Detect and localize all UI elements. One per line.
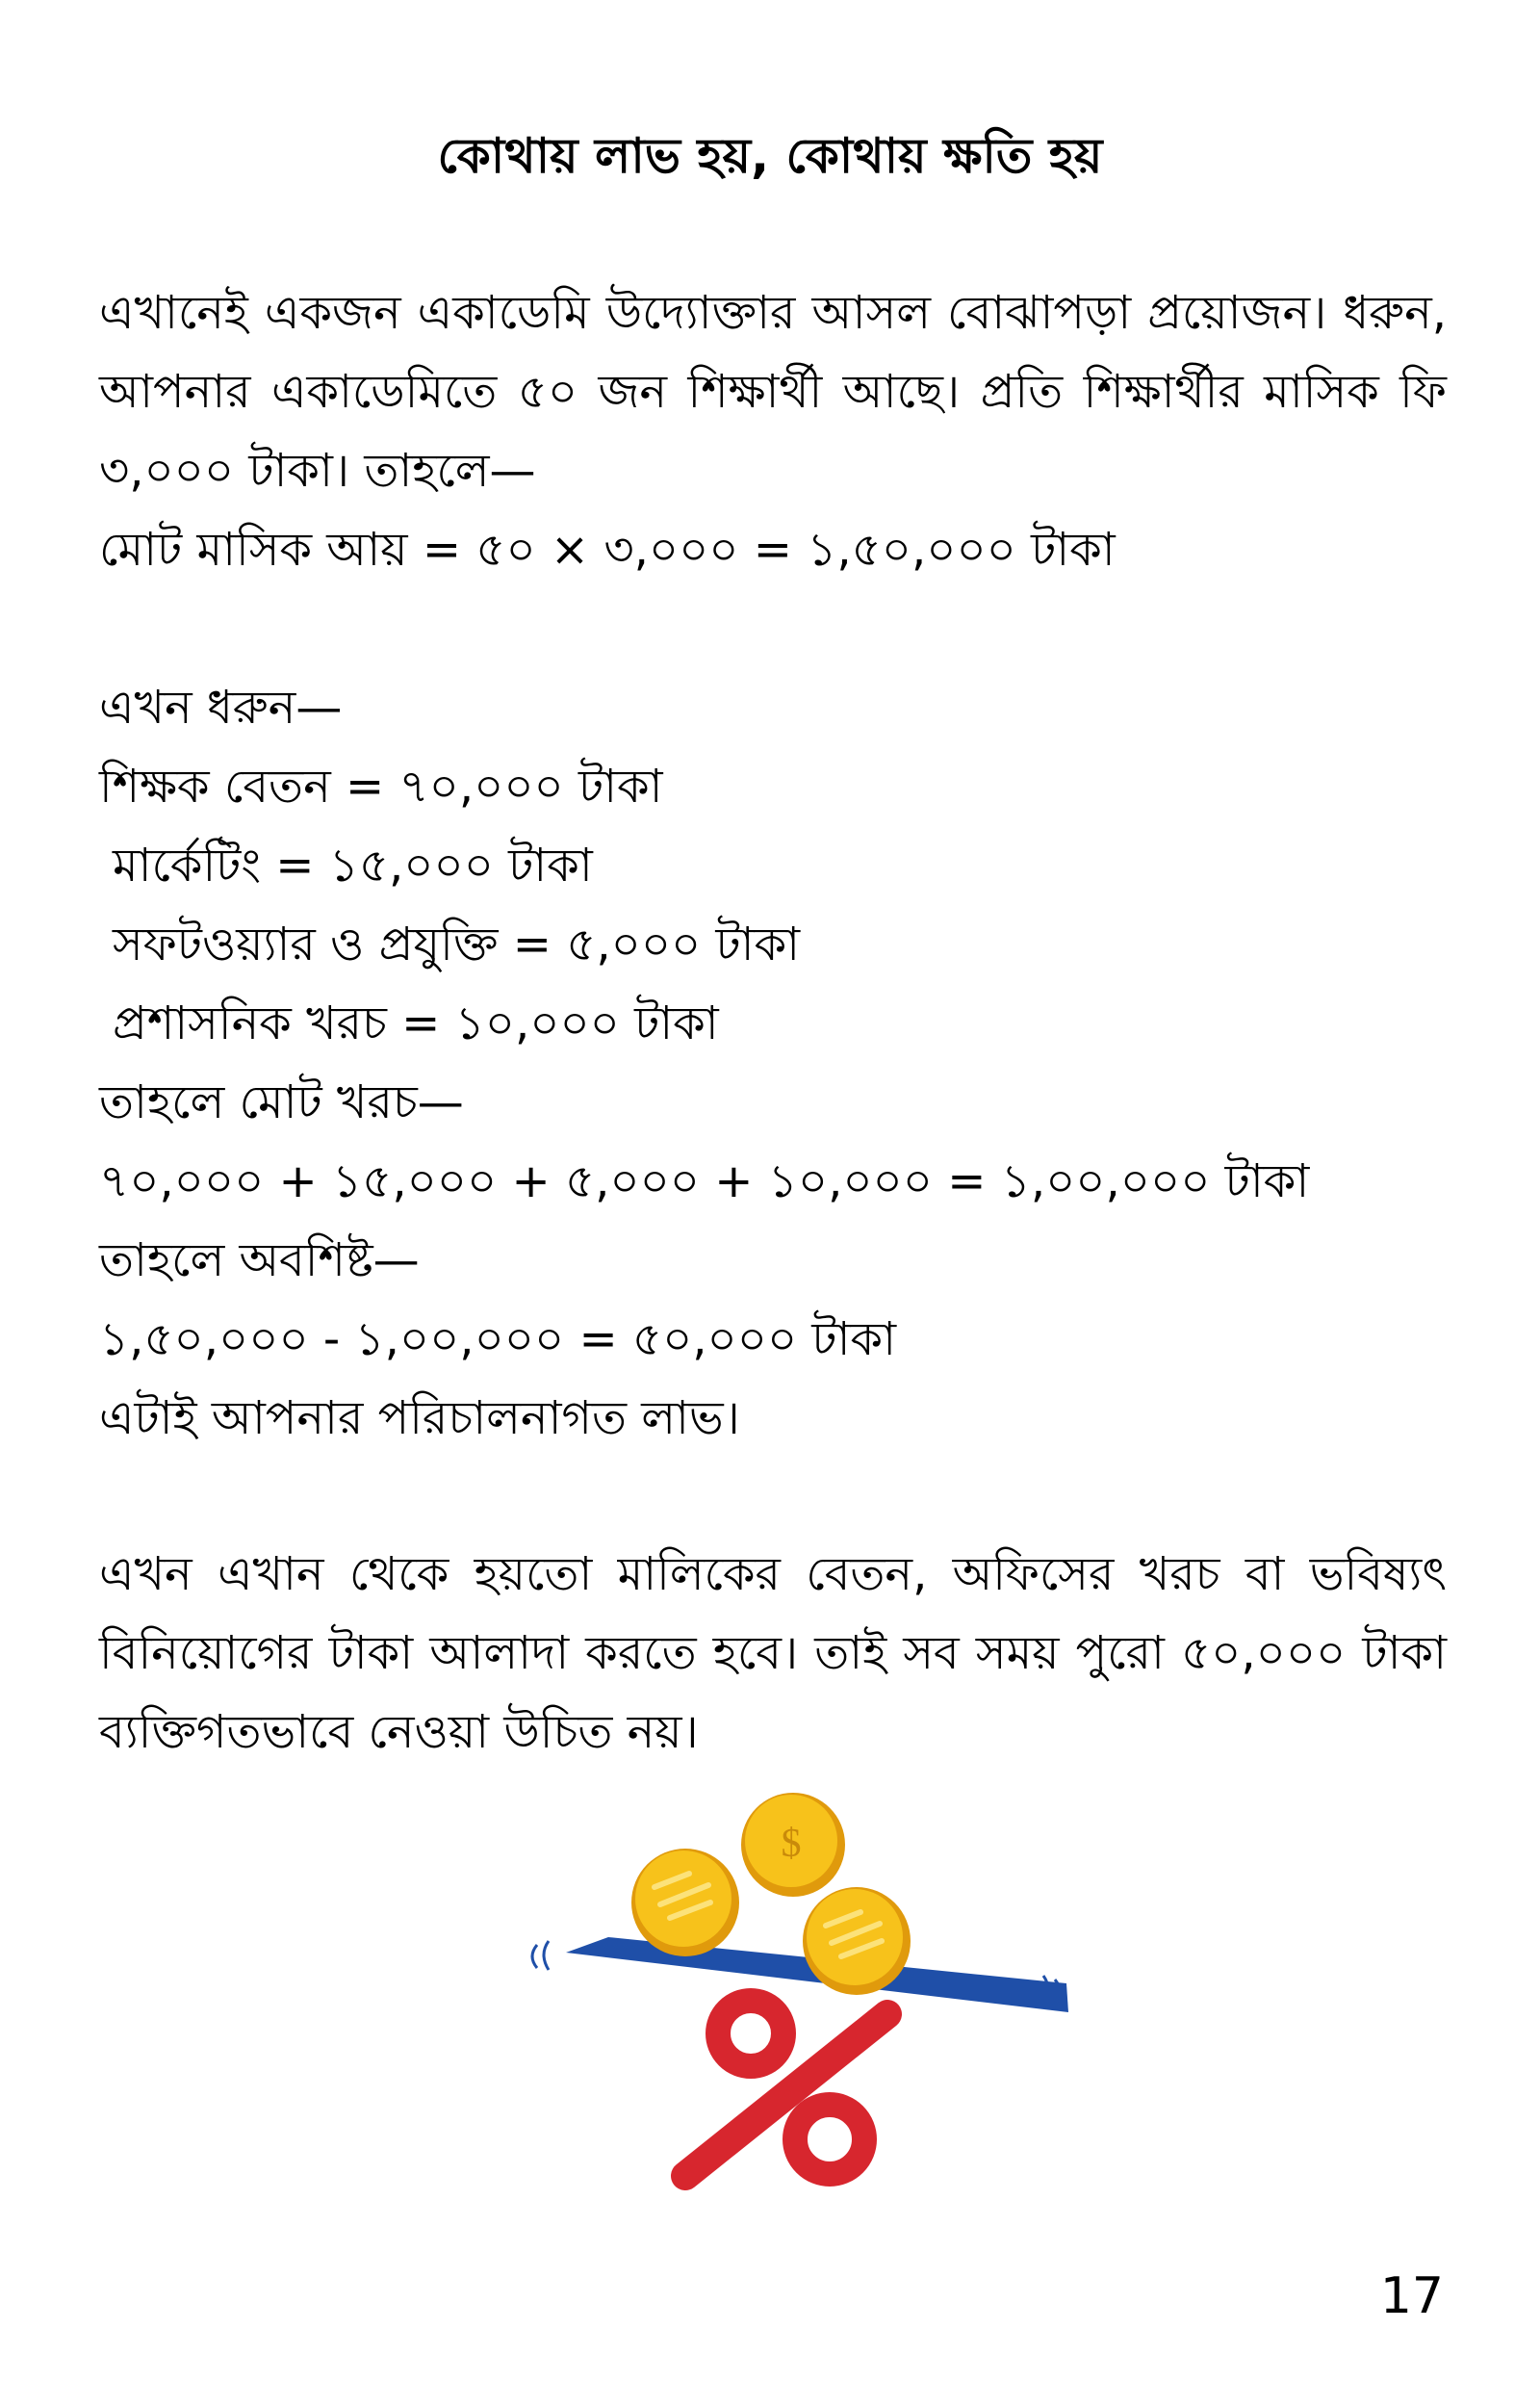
total-cost-label: তাহলে মোট খরচ— — [99, 1075, 464, 1129]
percent-icon — [685, 2001, 887, 2176]
remaining-label: তাহলে অবশিষ্ট— — [99, 1233, 420, 1287]
page-title: কোথায় লাভ হয়, কোথায় ক্ষতি হয় — [437, 128, 1103, 184]
operating-profit-line: এটাই আপনার পরিচালনাগত লাভ। — [99, 1391, 740, 1445]
closing-paragraph: এখন এখান থেকে হয়তো মালিকের বেতন, অফিসের খরচ বা ভবিষ্যৎ বিনিয়োগের টাকা আলাদা করতে হবে। তাই সব সময় পুরো ৫০,০০০ টাকা ব্যক্তিগতভাবে নেওয়া উচিত নয়। — [99, 1547, 1447, 1759]
intro-paragraph: এখানেই একজন একাডেমি উদ্যোক্তার আসল বোঝাপড়া প্রয়োজন। ধরুন, আপনার একাডেমিতে ৫০ জন শিক্ষার্থী আছে। প্রতি শিক্ষার্থীর মাসিক ফি ৩,০০০ টাকা। তাহলে— — [99, 286, 1447, 498]
dollar-coin-icon — [741, 1793, 845, 1897]
expense-calculation — [99, 668, 1447, 1458]
motion-mark-left — [532, 1945, 537, 1968]
page-number: 17 — [1379, 2267, 1444, 2325]
software-line: সফটওয়্যার ও প্রযুক্তি = ৫,০০০ টাকা — [113, 918, 801, 971]
remaining-formula: ১,৫০,০০০ - ১,০০,০০০ = ৫০,০০০ টাকা — [99, 1312, 896, 1366]
dollar-symbol: $ — [781, 1822, 802, 1866]
admin-cost-line: প্রশাসনিক খরচ = ১০,০০০ টাকা — [113, 996, 719, 1050]
income-formula: মোট মাসিক আয় = ৫০ × ৩,০০০ = ১,৫০,০০০ টাকা — [99, 523, 1116, 577]
expense-intro: এখন ধরুন— — [99, 681, 343, 735]
teacher-salary-line: শিক্ষক বেতন = ৭০,০০০ টাকা — [99, 760, 663, 814]
total-cost-formula: ৭০,০০০ + ১৫,০০০ + ৫,০০০ + ১০,০০০ = ১,০০,০০০ টাকা — [99, 1154, 1310, 1208]
coin-icon — [631, 1849, 739, 1956]
motion-mark-left — [544, 1941, 549, 1970]
coin-icon — [803, 1887, 911, 1995]
coins-balance-percent-icon — [520, 1791, 1078, 2195]
income-line — [99, 510, 1447, 589]
marketing-line: মার্কেটিং = ১৫,০০০ টাকা — [113, 839, 593, 893]
